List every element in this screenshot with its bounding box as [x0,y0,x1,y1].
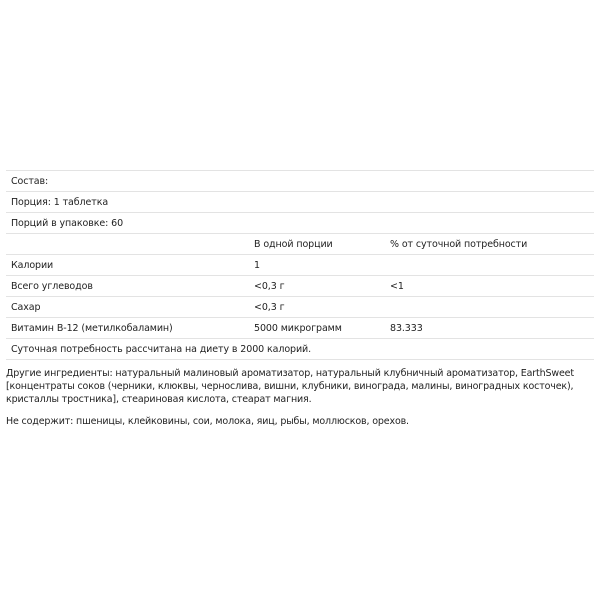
nutrient-name: Витамин В-12 (метилкобаламин) [6,318,249,339]
nutrient-name: Калории [6,255,249,276]
column-header-name [6,234,249,255]
column-header-daily-value: % от суточной потребности [385,234,594,255]
other-ingredients-text: Другие ингредиенты: натуральный малиновый ароматизатор, натуральный клубничный ароматизатор, EarthSweet [концентраты соков (черники, клюквы, чернослива, вишни, клубники, винограда, малины, виноградных косточек), кристаллы тростника], стеариновая кислота, стеарат магния. [6,368,574,405]
servings-per-container: Порций в упаковке: 60 [6,213,594,234]
composition-title: Состав: [6,171,594,192]
servings-per-container-row [6,213,594,234]
nutrient-name: Всего углеводов [6,276,249,297]
footnote-row [6,339,594,360]
supplement-facts-panel [6,170,594,437]
nutrient-amount: <0,3 г [249,276,385,297]
column-header-amount: В одной порции [249,234,385,255]
table-row [6,276,594,297]
nutrient-amount: <0,3 г [249,297,385,318]
composition-title-row [6,171,594,192]
allergen-free-text: Не содержит: пшеницы, клейковины, сои, молока, яиц, рыбы, моллюсков, орехов. [6,416,409,427]
table-row [6,297,594,318]
nutrient-amount: 1 [249,255,385,276]
nutrient-amount: 5000 микрограмм [249,318,385,339]
daily-value-footnote: Суточная потребность рассчитана на диету в 2000 калорий. [6,339,594,360]
serving-size: Порция: 1 таблетка [6,192,594,213]
nutrient-daily-value [385,255,594,276]
nutrient-daily-value: 83.333 [385,318,594,339]
nutrient-name: Сахар [6,297,249,318]
nutrient-daily-value: <1 [385,276,594,297]
table-row [6,255,594,276]
ingredient-notes [6,367,594,428]
supplement-facts-table [6,170,594,360]
nutrient-daily-value [385,297,594,318]
serving-row [6,192,594,213]
column-header-row [6,234,594,255]
table-row [6,318,594,339]
